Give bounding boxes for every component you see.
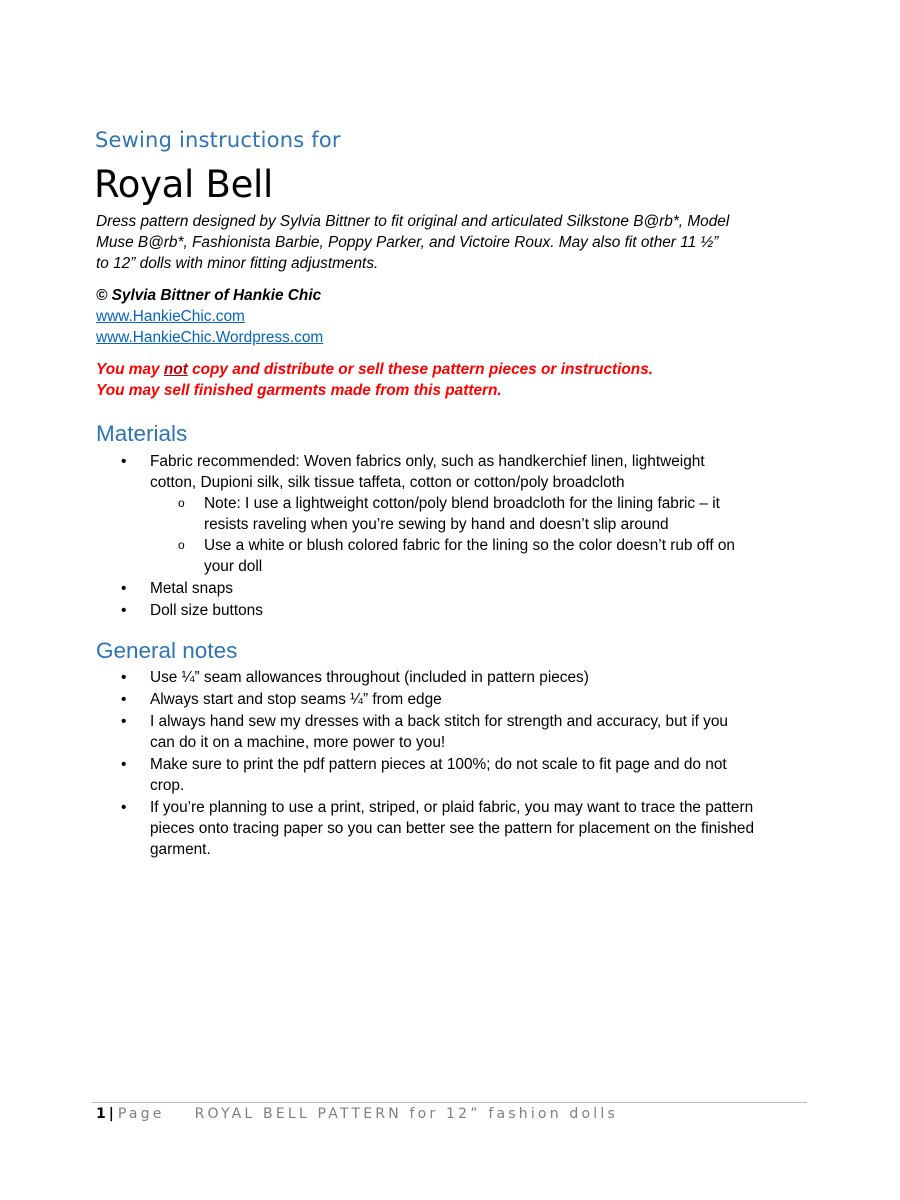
document-title: Royal Bell [94, 163, 274, 206]
bullet-icon: • [121, 756, 127, 773]
blog-link[interactable]: www.HankieChic.Wordpress.com [96, 329, 324, 346]
list-item-text: cotton, Dupioni silk, silk tissue taffeta, cotton or cotton/poly broadcloth [150, 474, 625, 491]
list-item-text: If you’re planning to use a print, striped, or plaid fabric, you may want to trace the pattern [150, 799, 754, 816]
list-item-text: pieces onto tracing paper so you can better see the pattern for placement on the finished [150, 820, 755, 837]
intro-line: Dress pattern designed by Sylvia Bittner to fit original and articulated Silkstone B@rb*, Model [96, 213, 730, 230]
list-item-text: your doll [204, 558, 263, 575]
list-item-text: Use a white or blush colored fabric for the lining so the color doesn’t rub off on [204, 537, 735, 554]
document-subtitle: Sewing instructions for [95, 128, 341, 152]
list-item-text: Make sure to print the pdf pattern pieces at 100%; do not scale to fit page and do not [150, 756, 727, 773]
intro-paragraph [96, 211, 796, 274]
warning-text: You may [96, 361, 164, 378]
list-item-text: I always hand sew my dresses with a back stitch for strength and accuracy, but if you [150, 713, 728, 730]
materials-heading: Materials [96, 421, 188, 446]
warning-text: copy and distribute or sell these pattern pieces or instructions. [187, 361, 654, 378]
list-item-text: Metal snaps [150, 580, 233, 597]
list-item-text: garment. [150, 841, 211, 858]
list-item-text: crop. [150, 777, 185, 794]
bullet-icon: • [121, 669, 127, 686]
bullet-icon: • [121, 799, 127, 816]
footer-separator: | [108, 1106, 114, 1122]
bullet-icon: • [121, 602, 127, 619]
footer-divider [92, 1102, 807, 1103]
circle-bullet-icon: o [178, 496, 185, 510]
list-item-text: Use ¼” seam allowances throughout (included in pattern pieces) [150, 669, 589, 686]
list-item [96, 600, 816, 621]
list-item [96, 451, 816, 577]
page-footer [96, 1106, 618, 1122]
website-link[interactable]: www.HankieChic.com [96, 308, 245, 325]
bullet-icon: • [121, 453, 127, 470]
list-item-text: Always start and stop seams ¼” from edge [150, 691, 442, 708]
circle-bullet-icon: o [178, 538, 185, 552]
list-item [96, 797, 816, 860]
list-item-text: Fabric recommended: Woven fabrics only, such as handkerchief linen, lightweight [150, 453, 705, 470]
list-item-text: Note: I use a lightweight cotton/poly blend broadcloth for the lining fabric – it [204, 495, 720, 512]
copyright-warning [96, 359, 653, 401]
page-label: Page [117, 1106, 165, 1122]
list-item [96, 754, 816, 796]
sub-list-item [96, 493, 816, 535]
sub-list-item [96, 535, 816, 577]
list-item [96, 711, 816, 753]
general-notes-heading: General notes [96, 638, 238, 663]
footer-document-title: ROYAL BELL PATTERN for 12” fashion dolls [194, 1106, 618, 1122]
copyright-notice: © Sylvia Bittner of Hankie Chic [96, 287, 322, 304]
list-item-text: can do it on a machine, more power to you! [150, 734, 446, 751]
list-item-text: Doll size buttons [150, 602, 263, 619]
list-item [96, 578, 816, 599]
page-number: 1 [96, 1106, 106, 1122]
bullet-icon: • [121, 580, 127, 597]
materials-list [96, 451, 816, 621]
bullet-icon: • [121, 713, 127, 730]
list-item-text: resists raveling when you’re sewing by hand and doesn’t slip around [204, 516, 669, 533]
bullet-icon: • [121, 691, 127, 708]
intro-line: to 12” dolls with minor fitting adjustments. [96, 255, 379, 272]
list-item [96, 667, 816, 688]
sub-list [150, 493, 816, 577]
intro-line: Muse B@rb*, Fashionista Barbie, Poppy Parker, and Victoire Roux. May also fit other 11 ½” [96, 234, 719, 251]
warning-line-1 [96, 359, 653, 380]
list-item [96, 689, 816, 710]
warning-emphasis: not [163, 361, 188, 378]
general-notes-list [96, 667, 816, 860]
warning-line-2: You may sell finished garments made from this pattern. [96, 382, 502, 399]
